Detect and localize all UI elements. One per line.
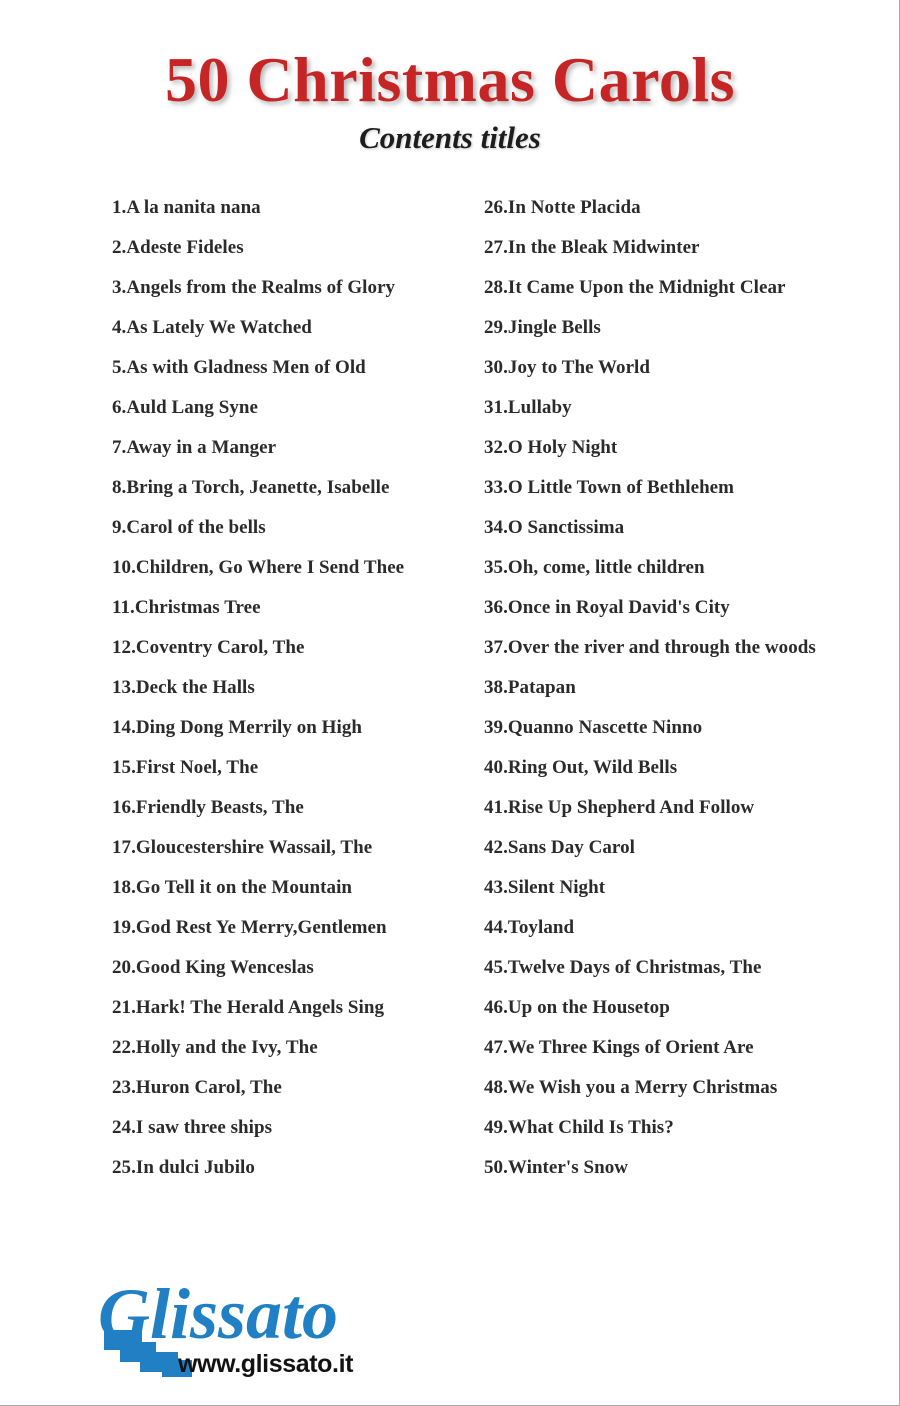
carol-list-item: [112, 988, 482, 1028]
carol-list-item: [484, 428, 884, 468]
carol-title: O Little Town of Bethlehem: [507, 477, 735, 498]
carol-list-item: [484, 1108, 884, 1148]
carol-list-item: [112, 1148, 482, 1188]
carol-title: First Noel, The: [135, 757, 259, 778]
carol-title: God Rest Ye Merry,Gentlemen: [135, 917, 387, 938]
carol-title: As Lately We Watched: [126, 317, 312, 338]
carol-list-item: [112, 268, 482, 308]
carol-number: 26.: [484, 197, 508, 218]
carol-title: Angels from the Realms of Glory: [126, 277, 396, 298]
carol-title: Hark! The Herald Angels Sing: [135, 997, 384, 1018]
carol-number: 1.: [112, 197, 127, 218]
carol-title: Away in a Manger: [126, 437, 277, 458]
carol-number: 6.: [112, 397, 127, 418]
carol-title: Winter's Snow: [507, 1157, 629, 1178]
carol-title: We Three Kings of Orient Are: [507, 1037, 754, 1058]
carol-title: I saw three ships: [135, 1117, 273, 1138]
carol-list-item: [484, 708, 884, 748]
carol-title: It Came Upon the Midnight Clear: [507, 277, 786, 298]
carol-number: 20.: [112, 957, 136, 978]
logo-graphic: [96, 1276, 416, 1386]
carol-title: Friendly Beasts, The: [135, 797, 304, 818]
carol-number: 14.: [112, 717, 136, 738]
carol-number: 5.: [112, 357, 127, 378]
carol-list-item: [112, 828, 482, 868]
carol-title: Carol of the bells: [126, 517, 266, 538]
carol-list-item: [484, 668, 884, 708]
carol-title: O Sanctissima: [507, 517, 625, 538]
carol-number: 39.: [484, 717, 508, 738]
page-subtitle: Contents titles: [359, 120, 541, 155]
carol-number: 47.: [484, 1037, 508, 1058]
carol-list-item: [484, 588, 884, 628]
carol-list-item: [484, 388, 884, 428]
carol-title: Over the river and through the woods: [507, 637, 816, 658]
carol-number: 28.: [484, 277, 508, 298]
carol-number: 42.: [484, 837, 508, 858]
carol-list-item: [484, 748, 884, 788]
carol-title: Good King Wenceslas: [135, 957, 314, 978]
carol-number: 43.: [484, 877, 508, 898]
carol-list-item: [484, 1148, 884, 1188]
carol-number: 37.: [484, 637, 508, 658]
carol-number: 44.: [484, 917, 508, 938]
carol-list-item: [112, 1068, 482, 1108]
carol-number: 9.: [112, 517, 127, 538]
carol-list-item: [112, 188, 482, 228]
carol-list-item: [112, 228, 482, 268]
carol-number: 46.: [484, 997, 508, 1018]
carol-number: 38.: [484, 677, 508, 698]
carol-list-item: [484, 1028, 884, 1068]
carol-list-item: [484, 308, 884, 348]
carol-number: 15.: [112, 757, 136, 778]
carol-list-item: [112, 388, 482, 428]
carol-number: 35.: [484, 557, 508, 578]
carol-number: 17.: [112, 837, 136, 858]
document-header: [0, 0, 900, 153]
carol-title: Twelve Days of Christmas, The: [507, 957, 762, 978]
carol-title: Deck the Halls: [135, 677, 255, 698]
carol-title: In Notte Placida: [507, 197, 641, 218]
carol-list-item: [112, 748, 482, 788]
carol-number: 16.: [112, 797, 136, 818]
carol-title: What Child Is This?: [507, 1117, 674, 1138]
carol-list-item: [112, 788, 482, 828]
carol-title: O Holy Night: [507, 437, 618, 458]
carol-title: Oh, come, little children: [507, 557, 705, 578]
carol-list-item: [112, 668, 482, 708]
carol-number: 48.: [484, 1077, 508, 1098]
carol-list-item: [112, 308, 482, 348]
carol-number: 23.: [112, 1077, 136, 1098]
carol-list-item: [112, 628, 482, 668]
carol-list-item: [112, 348, 482, 388]
carol-title: Ring Out, Wild Bells: [507, 757, 678, 778]
carol-list-item: [484, 228, 884, 268]
carol-title: Bring a Torch, Jeanette, Isabelle: [126, 477, 390, 498]
carol-list-item: [484, 348, 884, 388]
carol-list-item: [484, 468, 884, 508]
carol-list-item: [484, 948, 884, 988]
carol-number: 10.: [112, 557, 136, 578]
carol-number: 19.: [112, 917, 136, 938]
carol-number: 8.: [112, 477, 127, 498]
contents-list: [0, 188, 900, 1188]
carol-list-item: [112, 1108, 482, 1148]
carol-title: Gloucestershire Wassail, The: [135, 837, 373, 858]
carol-list-item: [484, 268, 884, 308]
carol-list-item: [484, 908, 884, 948]
carol-list-item: [484, 508, 884, 548]
carol-list-item: [112, 468, 482, 508]
carol-title: A la nanita nana: [126, 197, 261, 218]
carol-title: Up on the Housetop: [507, 997, 670, 1018]
contents-column-right: [484, 188, 884, 1188]
carol-number: 50.: [484, 1157, 508, 1178]
carol-title: Coventry Carol, The: [135, 637, 305, 658]
carol-number: 3.: [112, 277, 127, 298]
carol-number: 40.: [484, 757, 508, 778]
carol-number: 33.: [484, 477, 508, 498]
carol-list-item: [112, 508, 482, 548]
carol-title: Patapan: [507, 677, 576, 698]
carol-list-item: [112, 588, 482, 628]
carol-number: 22.: [112, 1037, 136, 1058]
page-title: 50 Christmas Carols: [164, 44, 736, 115]
carol-number: 41.: [484, 797, 508, 818]
carol-number: 24.: [112, 1117, 136, 1138]
carol-list-item: [112, 428, 482, 468]
carol-list-item: [112, 908, 482, 948]
carol-title: Jingle Bells: [507, 317, 601, 338]
carol-number: 31.: [484, 397, 508, 418]
carol-list-item: [484, 828, 884, 868]
carol-title: In dulci Jubilo: [135, 1157, 255, 1178]
carol-title: Rise Up Shepherd And Follow: [507, 797, 755, 818]
logo-url: www.glissato.it: [178, 1350, 354, 1378]
carol-title: Christmas Tree: [134, 597, 261, 618]
carol-list-item: [484, 1068, 884, 1108]
carol-number: 2.: [112, 237, 127, 258]
contents-column-left: [112, 188, 482, 1188]
carol-number: 27.: [484, 237, 508, 258]
carol-number: 29.: [484, 317, 508, 338]
carol-number: 4.: [112, 317, 127, 338]
carol-title: Silent Night: [507, 877, 606, 898]
carol-title: Ding Dong Merrily on High: [135, 717, 362, 738]
carol-title: Quanno Nascette Ninno: [507, 717, 703, 738]
carol-list-item: [112, 1028, 482, 1068]
carol-title: Huron Carol, The: [135, 1077, 282, 1098]
carol-list-item: [484, 548, 884, 588]
carol-title: Auld Lang Syne: [126, 397, 258, 418]
carol-title: Go Tell it on the Mountain: [135, 877, 353, 898]
carol-number: 25.: [112, 1157, 136, 1178]
glissato-logo[interactable]: [96, 1276, 416, 1386]
logo-wordmark: Glissato: [98, 1276, 339, 1354]
carol-number: 34.: [484, 517, 508, 538]
carol-title: Sans Day Carol: [507, 837, 635, 858]
carol-list-item: [112, 868, 482, 908]
carol-title: In the Bleak Midwinter: [507, 237, 700, 258]
carol-number: 13.: [112, 677, 136, 698]
carol-title: Adeste Fideles: [126, 237, 244, 258]
carol-number: 30.: [484, 357, 508, 378]
carol-list-item: [484, 188, 884, 228]
carol-list-item: [484, 988, 884, 1028]
carol-list-item: [484, 628, 884, 668]
carol-title: Once in Royal David's City: [507, 597, 730, 618]
carol-list-item: [484, 788, 884, 828]
carol-number: 18.: [112, 877, 136, 898]
carol-title: Children, Go Where I Send Thee: [135, 557, 405, 578]
carol-number: 32.: [484, 437, 508, 458]
carol-title: Holly and the Ivy, The: [135, 1037, 318, 1058]
carol-number: 11.: [112, 597, 135, 618]
carol-title: Toyland: [507, 917, 575, 938]
carol-number: 7.: [112, 437, 127, 458]
carol-number: 45.: [484, 957, 508, 978]
carol-number: 12.: [112, 637, 136, 658]
carol-title: As with Gladness Men of Old: [126, 357, 366, 378]
carol-title: We Wish you a Merry Christmas: [507, 1077, 778, 1098]
carol-number: 49.: [484, 1117, 508, 1138]
carol-list-item: [112, 948, 482, 988]
carol-number: 21.: [112, 997, 136, 1018]
carol-title: Lullaby: [507, 397, 572, 418]
carol-list-item: [112, 708, 482, 748]
carol-list-item: [484, 868, 884, 908]
carol-number: 36.: [484, 597, 508, 618]
carol-title: Joy to The World: [507, 357, 650, 378]
carol-list-item: [112, 548, 482, 588]
